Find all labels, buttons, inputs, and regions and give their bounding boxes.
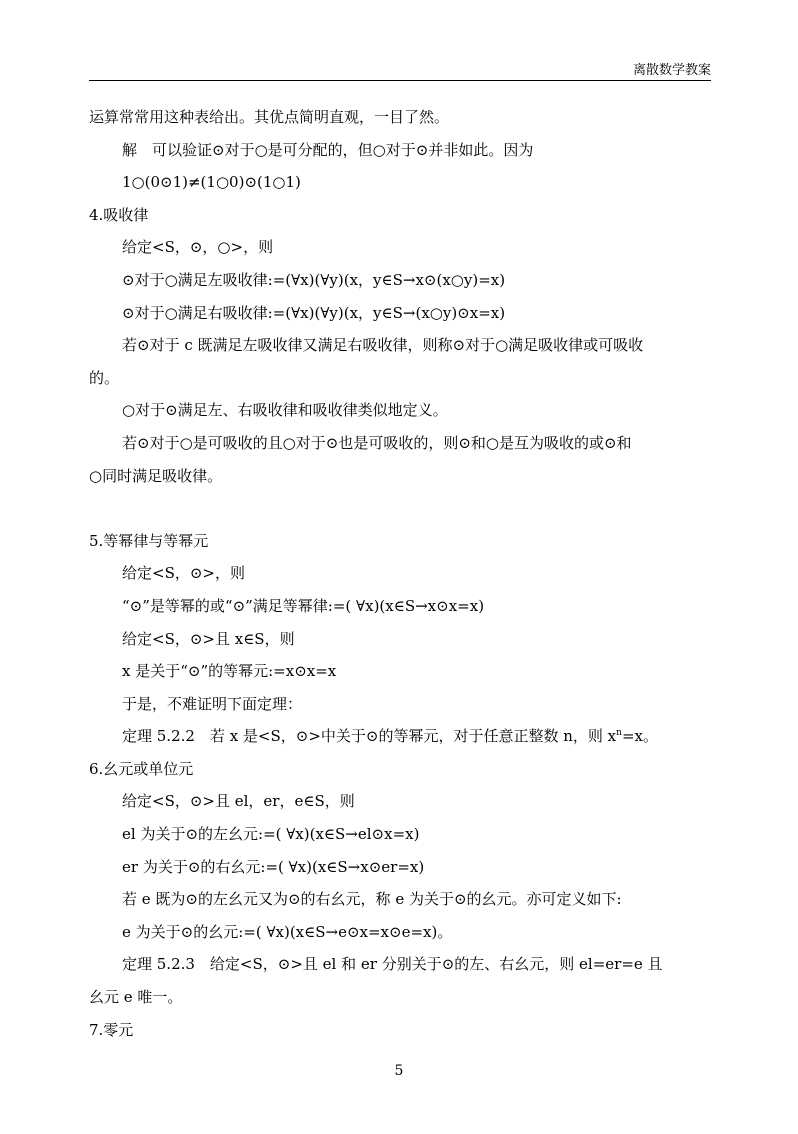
- text-line: 运算常常用这种表给出。其优点简明直观，一目了然。: [89, 108, 450, 126]
- text-line: 若⊙对于 c 既满足左吸收律又满足右吸收律，则称⊙对于○满足吸收律或可吸收: [122, 336, 644, 355]
- text-line: 幺元 e 唯一。: [89, 988, 183, 1007]
- text-line: 若⊙对于○是可吸收的且○对于⊙也是可吸收的，则⊙和○是互为吸收的或⊙和: [122, 433, 632, 452]
- section-heading: 4.吸收律: [89, 205, 149, 224]
- text-line: ○对于⊙满足左、右吸收律和吸收律类似地定义。: [122, 401, 448, 420]
- exponent: n: [616, 728, 622, 739]
- paragraph-gap: [89, 492, 712, 525]
- section-heading: 5.等幂律与等幂元: [89, 531, 209, 550]
- theorem-text: 定理 5.2.2 若 x 是<S，⊙>中关于⊙的等幂元，对于任意正整数 n，则 x: [122, 727, 617, 746]
- text-line: 给定<S，⊙>且 el，er，e∈S，则: [122, 792, 355, 811]
- section-heading: 6.幺元或单位元: [89, 759, 194, 778]
- definition-line: er 为关于⊙的右幺元:=( ∀x)(x∈S→x⊙er=x): [122, 857, 425, 876]
- text-line: 给定<S，⊙>且 x∈S，则: [122, 629, 295, 648]
- text-line: ○同时满足吸收律。: [89, 466, 223, 485]
- text-line: 的。: [89, 368, 120, 387]
- text-line: 若 e 既为⊙的左幺元又为⊙的右幺元，称 e 为关于⊙的幺元。亦可定义如下:: [122, 890, 622, 909]
- text-line: 给定<S，⊙>，则: [122, 564, 245, 583]
- definition-line: el 为关于⊙的左幺元:=( ∀x)(x∈S→el⊙x=x): [122, 825, 420, 844]
- definition-line: x 是关于“⊙”的等幂元:=x⊙x=x: [122, 662, 337, 681]
- header-rule: [89, 80, 711, 81]
- theorem-line: 定理 5.2.3 给定<S，⊙>且 el 和 er 分别关于⊙的左、右幺元，则 el=er=e 且: [122, 955, 663, 974]
- theorem-tail: =x。: [621, 727, 658, 746]
- page-body: [89, 101, 712, 1046]
- text-line: 给定<S，⊙，○>，则: [122, 238, 274, 257]
- page-number: 5: [394, 1063, 404, 1079]
- definition-line: ⊙对于○满足左吸收律:=(∀x)(∀y)(x，y∈S→x⊙(x○y)=x): [122, 270, 506, 289]
- text-line: 解 可以验证⊙对于○是可分配的，但○对于⊙并非如此。因为: [122, 140, 534, 159]
- definition-line: “⊙”是等幂的或“⊙”满足等幂律:=( ∀x)(x∈S→x⊙x=x): [122, 596, 485, 615]
- theorem-line: [89, 720, 712, 753]
- section-heading: 7.零元: [89, 1020, 134, 1039]
- running-header: 离散数学教案: [632, 63, 711, 78]
- definition-line: e 为关于⊙的幺元:=( ∀x)(x∈S→e⊙x=x⊙e=x)。: [122, 922, 453, 941]
- text-line: 于是，不难证明下面定理：: [122, 694, 303, 713]
- formula-line: 1○(0⊙1)≠(1○0)⊙(1○1): [122, 173, 301, 192]
- definition-line: ⊙对于○满足右吸收律:=(∀x)(∀y)(x，y∈S→(x○y)⊙x=x): [122, 303, 506, 322]
